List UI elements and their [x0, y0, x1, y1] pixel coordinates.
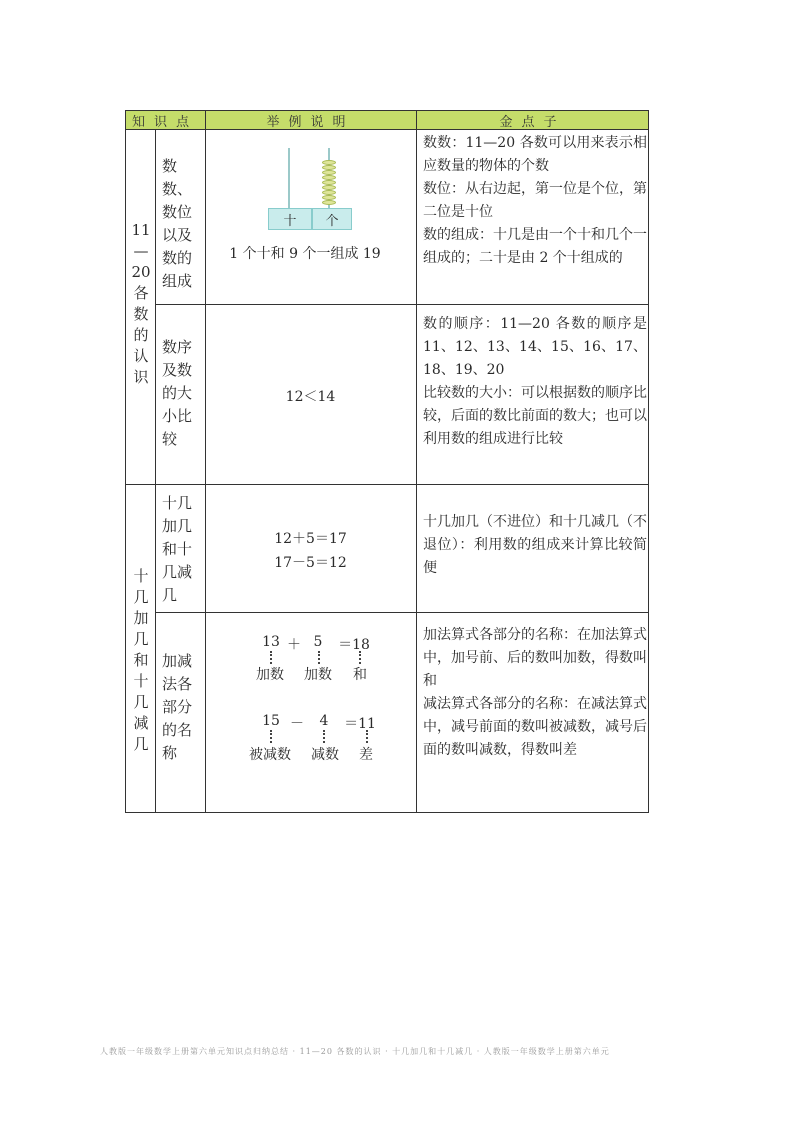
- topic-2: 十 几 加 几 和 十 几 减 几: [133, 567, 149, 753]
- sub-a: 15: [262, 713, 280, 729]
- sub-op: －: [290, 716, 304, 732]
- topic-1: 11 — 20 各 数 的 认 识: [131, 221, 151, 386]
- add-b: 5: [313, 634, 323, 650]
- sub-label-a: 被减数: [249, 747, 291, 763]
- add-a: 13: [262, 634, 280, 650]
- add-label-b: 加数: [304, 667, 332, 683]
- header-topic: 知识点: [125, 110, 205, 130]
- tips-2: 数的顺序：11—20 各数的顺序是 11、12、13、14、15、16、17、18、19、20 比较数的大小：可以根据数的顺序比较，后面的数比前面的数大；也可以利用数的组成进行比较: [423, 316, 647, 447]
- tips-3: 十几加几（不进位）和十几减几（不退位）：利用数的组成来计算比较简便: [423, 514, 647, 576]
- example-sub: 17－5＝12: [274, 555, 347, 571]
- header-example: 举例说明: [205, 110, 416, 130]
- add-eq: ＝18: [338, 637, 370, 653]
- sub-eq: ＝11: [344, 716, 376, 732]
- example-add: 12＋5＝17: [274, 531, 347, 547]
- abacus-ones-label: 个: [312, 208, 352, 230]
- sub-label-c: 差: [359, 747, 373, 763]
- subtopic-3: 十几 加几 和十 几减 几: [162, 494, 193, 604]
- page-footer: 人教版一年级数学上册第六单元知识点归纳总结 · 11—20 各数的认识 · 十几加几和十几减几 · 人教版一年级数学上册第六单元: [100, 1047, 610, 1056]
- header-tips: 金点子: [416, 110, 649, 130]
- subtopic-2: 数序 及数 的大 小比 较: [162, 338, 193, 448]
- add-op: ＋: [287, 637, 301, 653]
- example-compare: 12＜14: [285, 389, 336, 405]
- sub-label-b: 减数: [311, 747, 339, 763]
- subtopic-4: 加减 法各 部分 的名 称: [162, 652, 193, 762]
- tips-4: 加法算式各部分的名称：在加法算式中，加号前、后的数叫加数，得数叫和 减法算式各部分的名称：在减法算式中，减号前面的数叫被减数，减号后面的数叫减数，得数叫差: [423, 627, 647, 758]
- tips-1: 数数：11—20 各数可以用来表示相应数量的物体的个数 数位：从右边起，第一位是个位，第二位是十位 数的组成：十几是由一个十和几个一组成的；二十是由 2 个十组成的: [423, 135, 647, 266]
- example-caption-1: 1 个十和 9 个一组成 19: [229, 246, 381, 262]
- sub-b: 4: [319, 713, 329, 729]
- subtopic-1: 数数、 数位 以及 数的 组成: [162, 157, 193, 290]
- add-label-a: 加数: [256, 667, 284, 683]
- abacus-tens-label: 十: [268, 208, 312, 230]
- add-label-c: 和: [353, 667, 367, 683]
